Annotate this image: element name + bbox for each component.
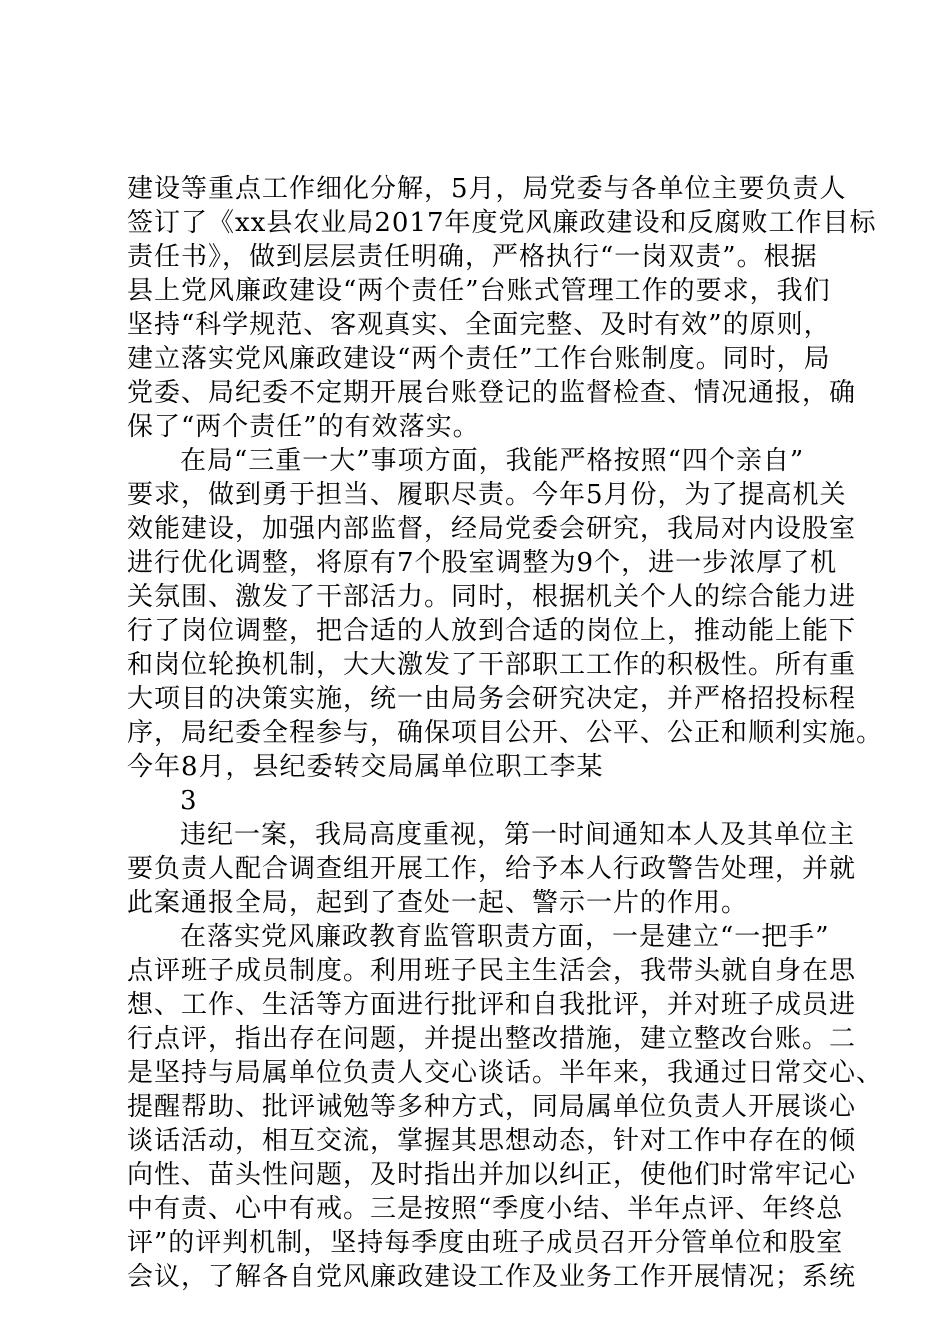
text-line: 保了“两个责任”的有效落实。	[127, 412, 480, 442]
text-line: 坚持“科学规范、客观真实、全面完整、及时有效”的原则，	[127, 310, 831, 340]
text-line: 今年8月，县纪委转交局属单位职工李某	[127, 752, 604, 782]
text-line: 点评班子成员制度。利用班子民主生活会，我带头就自身在思	[127, 956, 857, 986]
text-line: 违纪一案，我局高度重视，第一时间通知本人及其单位主	[180, 820, 856, 850]
text-line: 行了岗位调整，把合适的人放到合适的岗位上，推动能上能下	[127, 616, 857, 646]
text-line: 谈话活动，相互交流，掌握其思想动态，针对工作中存在的倾	[127, 1126, 857, 1156]
text-line: 大项目的决策实施，统一由局务会研究决定，并严格招投标程	[127, 684, 857, 714]
text-line: 要求，做到勇于担当、履职尽责。今年5月份，为了提高机关	[127, 480, 847, 510]
text-line: 提醒帮助、批评诫勉等多种方式，同局属单位负责人开展谈心	[127, 1092, 857, 1122]
text-line: 会议，了解各自党风廉政建设工作及业务工作开展情况；系统	[127, 1262, 857, 1292]
text-line: 建立落实党风廉政建设“两个责任”工作台账制度。同时，局	[127, 344, 831, 374]
text-line: 关氛围、激发了干部活力。同时，根据机关个人的综合能力进	[127, 582, 857, 612]
text-line: 中有责、心中有戒。三是按照“季度小结、半年点评、年终总	[127, 1194, 844, 1224]
paragraph-first-line: 在落实党风廉政教育监管职责方面，一是建立“一把手”	[180, 922, 830, 952]
paragraph-first-line: 在局“三重一大”事项方面，我能严格按照“四个亲自”	[180, 446, 805, 476]
text-line: 和岗位轮换机制，大大激发了干部职工工作的积极性。所有重	[127, 650, 857, 680]
text-line: 此案通报全局，起到了查处一起、警示一片的作用。	[127, 888, 749, 918]
text-line: 建设等重点工作细化分解，5月，局党委与各单位主要负责人	[127, 174, 847, 204]
text-line: 党委、局纪委不定期开展台账登记的监督检查、情况通报，确	[127, 378, 857, 408]
text-line: 县上党风廉政建设“两个责任”台账式管理工作的要求，我们	[127, 276, 831, 306]
text-line: 序，局纪委全程参与，确保项目公开、公平、公正和顺利实施。	[127, 718, 884, 748]
text-line: 要负责人配合调查组开展工作，给予本人行政警告处理，并就	[127, 854, 857, 884]
text-line: 评”的评判机制，坚持每季度由班子成员召开分管单位和股室	[127, 1228, 844, 1258]
text-line: 是坚持与局属单位负责人交心谈话。半年来，我通过日常交心、	[127, 1058, 884, 1088]
page-number: 3	[180, 786, 198, 816]
text-line: 进行优化调整，将原有7个股室调整为9个，进一步浓厚了机	[127, 548, 838, 578]
text-line: 责任书》，做到层层责任明确，严格执行“一岗双责”。根据	[127, 242, 818, 272]
text-line: 效能建设，加强内部监督，经局党委会研究，我局对内设股室	[127, 514, 857, 544]
text-line: 签订了《xx县农业局2017年度党风廉政建设和反腐败工作目标	[127, 208, 877, 238]
text-line: 向性、苗头性问题，及时指出并加以纠正，使他们时常牢记心	[127, 1160, 857, 1190]
text-line: 想、工作、生活等方面进行批评和自我批评，并对班子成员进	[127, 990, 857, 1020]
text-line: 行点评，指出存在问题，并提出整改措施，建立整改台账。二	[127, 1024, 857, 1054]
